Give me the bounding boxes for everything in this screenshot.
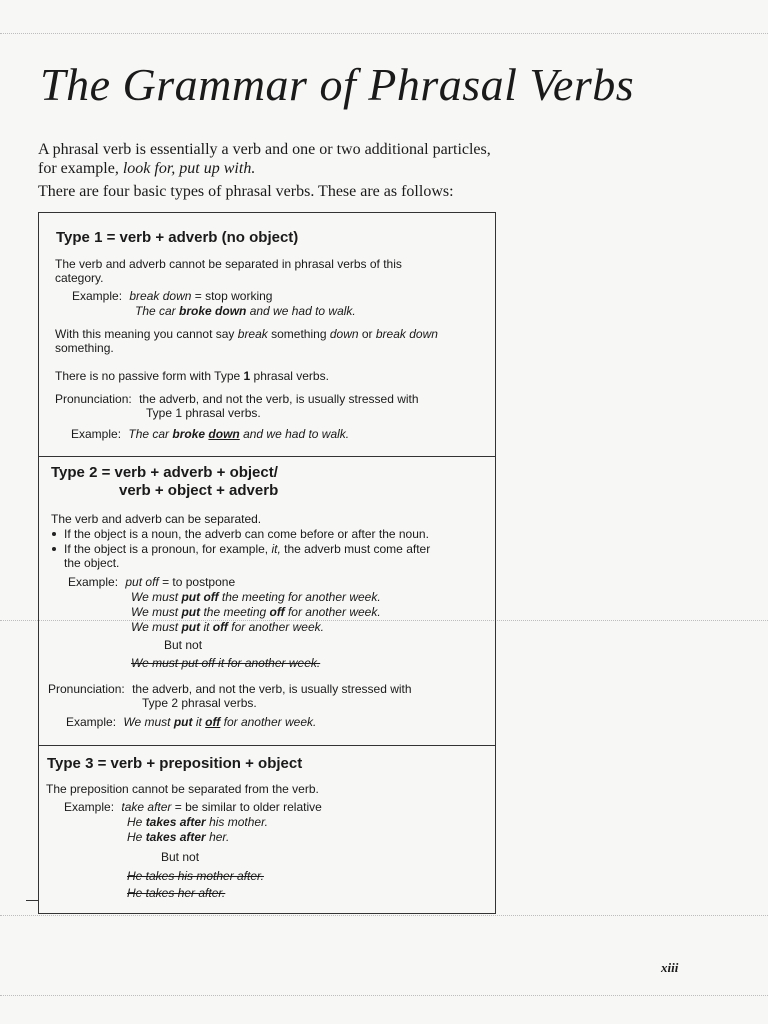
- bullet-icon: [52, 547, 56, 551]
- type1-meaning-note: [55, 327, 485, 355]
- phrasal-verb: takes after: [145, 830, 206, 844]
- type1-example-sentence: [135, 304, 356, 318]
- note-part: something.: [55, 341, 114, 355]
- type2-pronunciation: [48, 682, 412, 696]
- example-definition: = to postpone: [158, 575, 236, 589]
- pronunciation-text: the adverb, and not the verb, is usually stressed with: [139, 392, 419, 406]
- phrasal-verb: put off: [181, 590, 219, 604]
- stress-sentence: [123, 715, 316, 729]
- sentence-part: He: [127, 830, 146, 844]
- type1-passive-note: [55, 369, 329, 383]
- type2-example: [68, 575, 235, 589]
- phrasal-verb: off: [269, 605, 285, 619]
- type1-pronunciation-cont: Type 1 phrasal verbs.: [146, 406, 261, 420]
- type2-heading-line1: Type 2 = verb + adverb + object/: [51, 464, 278, 481]
- type2-sentence-3: [131, 620, 324, 634]
- type3-sentence-1: [127, 815, 268, 829]
- stressed-word: down: [208, 427, 240, 441]
- type2-heading-line2: verb + object + adverb: [119, 482, 279, 499]
- stressed-word: off: [205, 715, 221, 729]
- sentence-part: for another week.: [220, 715, 317, 729]
- type3-example: [64, 800, 322, 814]
- phrasal-verb: broke down: [179, 304, 247, 318]
- section-divider: [39, 456, 495, 457]
- type2-sentence-2: [131, 605, 381, 619]
- sentence-part: The car: [135, 304, 180, 318]
- note-part: break down: [375, 327, 438, 341]
- sentence-part: her.: [205, 830, 230, 844]
- type1-pronunciation: [55, 392, 419, 406]
- phrasal-verb: broke: [172, 427, 209, 441]
- page-number: xiii: [661, 960, 679, 975]
- type2-sentence-1: [131, 590, 381, 604]
- sentence-part: He: [127, 815, 146, 829]
- bullet-icon: [52, 532, 56, 536]
- type2-bullet-pronoun-cont: the object.: [64, 556, 120, 570]
- box-corner-mark: [26, 900, 39, 901]
- type1-heading: Type 1 = verb + adverb (no object): [56, 229, 299, 246]
- type2-bullet-pronoun: [64, 542, 484, 556]
- pronunciation-label: Pronunciation:: [48, 682, 125, 696]
- sentence-part: the meeting for another week.: [218, 590, 381, 604]
- type1-example: [72, 289, 272, 303]
- type2-stress-example: [66, 715, 316, 729]
- note-part: down: [329, 327, 359, 341]
- sentence-part: it: [192, 715, 206, 729]
- type3-sentence-2: [127, 830, 229, 844]
- note-part: phrasal verbs.: [250, 369, 329, 383]
- type2-rule: The verb and adverb can be separated.: [51, 512, 262, 526]
- sentence-part: for another week.: [284, 605, 381, 619]
- example-label: Example:: [72, 289, 123, 303]
- type2-but-not: But not: [164, 638, 203, 652]
- bullet-part: it,: [271, 542, 281, 556]
- example-term: put off: [125, 575, 159, 589]
- sentence-part: his mother.: [205, 815, 268, 829]
- sentence-part: We must: [131, 605, 182, 619]
- sentence-part: The car: [128, 427, 173, 441]
- bullet-part: the adverb must come after: [280, 542, 431, 556]
- bullet-part: If the object is a pronoun, for example,: [64, 542, 272, 556]
- phrasal-verb: put: [181, 620, 201, 634]
- phrasal-verb: off: [212, 620, 228, 634]
- note-part: or: [358, 327, 376, 341]
- example-definition: = be similar to older relative: [171, 800, 322, 814]
- phrasal-verb-types-box: [38, 212, 496, 914]
- sentence-part: it: [200, 620, 213, 634]
- scan-edge-bottom: [0, 995, 768, 996]
- example-label: Example:: [64, 800, 115, 814]
- intro-text: A phrasal verb is essentially a verb and one or two additional particles, for example,: [38, 141, 491, 177]
- type3-but-not: But not: [161, 850, 200, 864]
- pronunciation-text: the adverb, and not the verb, is usually stressed with: [132, 682, 412, 696]
- type1-rule: The verb and adverb cannot be separated in phrasal verbs of this category.: [55, 257, 402, 285]
- sentence-part: We must: [131, 590, 182, 604]
- type3-heading: Type 3 = verb + preposition + object: [47, 755, 303, 772]
- example-label: Example:: [66, 715, 117, 729]
- sentence-part: the meeting: [200, 605, 270, 619]
- stress-sentence: [128, 427, 349, 441]
- type2-bullet-noun: If the object is a noun, the adverb can come before or after the noun.: [64, 527, 429, 541]
- intro-types-sentence: There are four basic types of phrasal verbs. These are as follows:: [38, 183, 454, 200]
- type1-stress-example: [71, 427, 349, 441]
- page-title: The Grammar of Phrasal Verbs: [40, 59, 635, 110]
- phrasal-verb: put: [173, 715, 193, 729]
- sentence-part: We must: [123, 715, 174, 729]
- note-part: There is no passive form with Type: [55, 369, 244, 383]
- section-divider: [39, 745, 495, 746]
- note-part: With this meaning you cannot say: [55, 327, 238, 341]
- sentence-part: and we had to walk.: [246, 304, 356, 318]
- intro-paragraph: [38, 140, 508, 178]
- note-part: break: [237, 327, 268, 341]
- example-term: break down: [129, 289, 192, 303]
- note-part: something: [267, 327, 330, 341]
- sentence-part: for another week.: [227, 620, 324, 634]
- example-term: take after: [121, 800, 172, 814]
- note-part: 1: [243, 369, 251, 383]
- phrasal-verb: put: [181, 605, 201, 619]
- phrasal-verb: takes after: [145, 815, 206, 829]
- type2-pronunciation-cont: Type 2 phrasal verbs.: [142, 696, 257, 710]
- scan-edge-lower: [0, 915, 768, 916]
- type3-incorrect-sentence-1: He takes his mother after.: [127, 869, 264, 883]
- type2-incorrect-sentence: We must put off it for another week.: [131, 656, 321, 670]
- example-definition: = stop working: [191, 289, 273, 303]
- example-label: Example:: [71, 427, 122, 441]
- sentence-part: We must: [131, 620, 182, 634]
- pronunciation-label: Pronunciation:: [55, 392, 132, 406]
- type3-incorrect-sentence-2: He takes her after.: [127, 886, 226, 900]
- example-label: Example:: [68, 575, 119, 589]
- scan-edge-top: [0, 33, 768, 34]
- sentence-part: and we had to walk.: [239, 427, 350, 441]
- type3-rule: The preposition cannot be separated from the verb.: [46, 782, 319, 796]
- intro-examples: look for, put up with.: [122, 160, 256, 177]
